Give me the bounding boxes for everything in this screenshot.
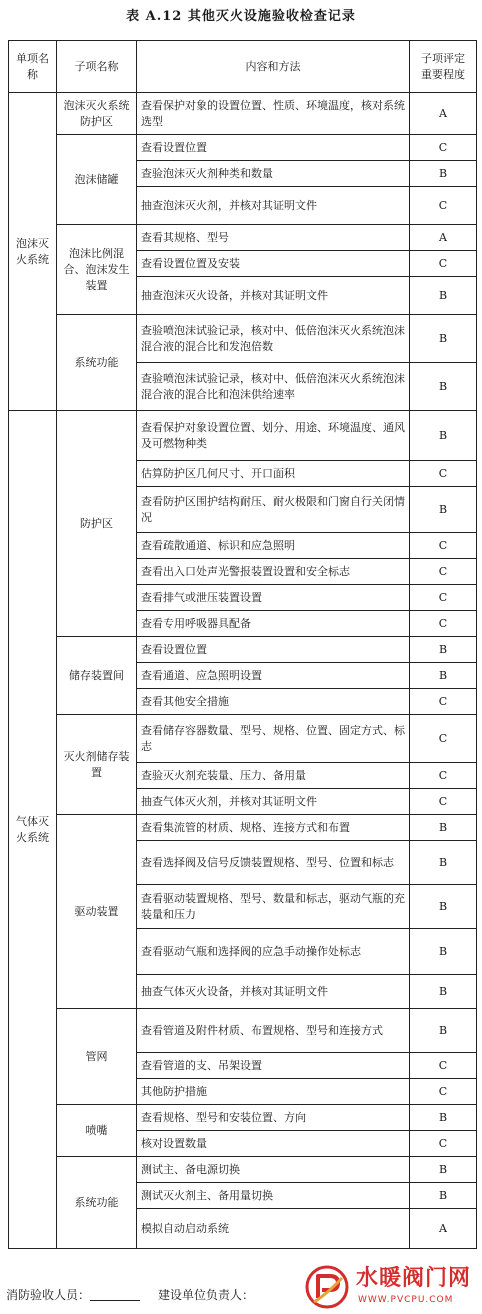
table-row: [9, 93, 477, 135]
grade-cell: B: [410, 487, 477, 533]
header-content: 内容和方法: [137, 41, 410, 93]
content-cell: 抽查气体灭火剂，并核对其证明文件: [137, 789, 410, 815]
page-title: 表 A.12 其他灭火设施验收检查记录: [126, 9, 356, 24]
content-cell: 查看驱动装置规格、型号、数量和标志，驱动气瓶的充装量和压力: [137, 885, 410, 929]
content-cell: 查看出入口处声光警报装置设置和安全标志: [137, 559, 410, 585]
table-row: [9, 135, 477, 161]
content-cell: 查看排气或泄压装置设置: [137, 585, 410, 611]
grade-cell: B: [410, 929, 477, 975]
grade-cell: B: [410, 1009, 477, 1053]
grade-cell: B: [410, 277, 477, 315]
content-cell: 查看规格、型号和安装位置、方向: [137, 1105, 410, 1131]
content-cell: 查验喷泡沫试验记录，核对中、低倍泡沫灭火系统泡沫混合液的混合比和泡沫供给速率: [137, 363, 410, 411]
content-cell: 查看防护区围护结构耐压、耐火极限和门窗自行关闭情况: [137, 487, 410, 533]
grade-cell: C: [410, 1079, 477, 1105]
grade-cell: B: [410, 411, 477, 461]
sub-item: 泡沫灭火系统防护区: [57, 93, 137, 135]
grade-cell: C: [410, 251, 477, 277]
grade-cell: C: [410, 611, 477, 637]
inspector-label: 消防验收人员：: [6, 1288, 91, 1302]
sub-item: 防护区: [57, 411, 137, 637]
table-row: [9, 637, 477, 663]
content-cell: 查看管道及附件材质、布置规格、型号和连接方式: [137, 1009, 410, 1053]
content-cell: 查看通道、应急照明设置: [137, 663, 410, 689]
table-row: [9, 1105, 477, 1131]
grade-cell: C: [410, 585, 477, 611]
grade-cell: B: [410, 161, 477, 187]
content-cell: 模拟自动启动系统: [137, 1209, 410, 1249]
content-cell: 其他防护措施: [137, 1079, 410, 1105]
grade-cell: B: [410, 1105, 477, 1131]
content-cell: 查看保护对象的设置位置、性质、环境温度，核对系统选型: [137, 93, 410, 135]
grade-cell: B: [410, 637, 477, 663]
table-row: [9, 815, 477, 841]
content-cell: 抽查气体灭火设备，并核对其证明文件: [137, 975, 410, 1009]
grade-cell: C: [410, 559, 477, 585]
grade-cell: A: [410, 93, 477, 135]
content-cell: 查看设置位置及安装: [137, 251, 410, 277]
sub-item: 储存装置间: [57, 637, 137, 715]
grade-cell: C: [410, 1053, 477, 1079]
table-row: [9, 1009, 477, 1053]
sub-item: 灭火剂储存装置: [57, 715, 137, 815]
table-row: [9, 1157, 477, 1183]
sub-item: 管网: [57, 1009, 137, 1105]
content-cell: 查看设置位置: [137, 135, 410, 161]
grade-cell: B: [410, 885, 477, 929]
content-cell: 查看驱动气瓶和选择阀的应急手动操作处标志: [137, 929, 410, 975]
sub-item: 泡沫储罐: [57, 135, 137, 225]
table-row: [9, 411, 477, 461]
content-cell: 查看储存容器数量、型号、规格、位置、固定方式、标志: [137, 715, 410, 763]
table-row: [9, 225, 477, 251]
grade-cell: B: [410, 1183, 477, 1209]
grade-cell: C: [410, 533, 477, 559]
sub-item: 系统功能: [57, 1157, 137, 1249]
grade-cell: C: [410, 789, 477, 815]
content-cell: 查看集流管的材质、规格、连接方式和布置: [137, 815, 410, 841]
content-cell: 抽查泡沫灭火设备，并核对其证明文件: [137, 277, 410, 315]
content-cell: 测试主、备电源切换: [137, 1157, 410, 1183]
content-cell: 查验泡沫灭火剂种类和数量: [137, 161, 410, 187]
table-row: [9, 715, 477, 763]
grade-cell: B: [410, 815, 477, 841]
grade-cell: B: [410, 663, 477, 689]
unit-gas: 气体灭火系统: [9, 411, 57, 1249]
content-cell: 抽查泡沫灭火剂，并核对其证明文件: [137, 187, 410, 225]
watermark-url: WWW.PVCPU.COM: [358, 1295, 454, 1305]
header-grade: 子项评定 重要程度: [410, 41, 477, 93]
builder-label: 建设单位负责人：: [158, 1288, 255, 1302]
sub-item: 驱动装置: [57, 815, 137, 1009]
valve-logo-icon: [304, 1264, 350, 1310]
table-row: [9, 315, 477, 363]
content-cell: 查看保护对象设置位置、划分、用途、环境温度、通风及可燃物种类: [137, 411, 410, 461]
inspection-table: [8, 40, 477, 1249]
content-cell: 查验喷泡沫试验记录，核对中、低倍泡沫灭火系统泡沫混合液的混合比和发泡倍数: [137, 315, 410, 363]
grade-cell: C: [410, 715, 477, 763]
signature-footer: [6, 1283, 306, 1307]
grade-cell: B: [410, 363, 477, 411]
grade-cell: B: [410, 1157, 477, 1183]
grade-cell: C: [410, 187, 477, 225]
header-unit: 单项名称: [9, 41, 57, 93]
grade-cell: C: [410, 689, 477, 715]
content-cell: 查看疏散通道、标识和应急照明: [137, 533, 410, 559]
grade-cell: B: [410, 315, 477, 363]
content-cell: 查看其他安全措施: [137, 689, 410, 715]
header-sub: 子项名称: [57, 41, 137, 93]
grade-cell: C: [410, 461, 477, 487]
sub-item: 喷嘴: [57, 1105, 137, 1157]
grade-cell: C: [410, 1131, 477, 1157]
content-cell: 估算防护区几何尺寸、开口面积: [137, 461, 410, 487]
content-cell: 查看管道的支、吊架设置: [137, 1053, 410, 1079]
sub-item: 泡沫比例混合、泡沫发生装置: [57, 225, 137, 315]
content-cell: 查看其规格、型号: [137, 225, 410, 251]
content-cell: 核对设置数量: [137, 1131, 410, 1157]
content-cell: 查看专用呼吸器具配备: [137, 611, 410, 637]
watermark-name: 水暖阀门网: [356, 1266, 472, 1291]
grade-cell: C: [410, 135, 477, 161]
table-header-row: [9, 41, 477, 93]
grade-cell: B: [410, 841, 477, 885]
unit-foam: 泡沫灭火系统: [9, 93, 57, 411]
grade-cell: B: [410, 975, 477, 1009]
watermark-logo: [302, 1262, 480, 1312]
sub-item: 系统功能: [57, 315, 137, 411]
grade-cell: A: [410, 1209, 477, 1249]
content-cell: 查看设置位置: [137, 637, 410, 663]
grade-cell: A: [410, 225, 477, 251]
content-cell: 查验灭火剂充装量、压力、备用量: [137, 763, 410, 789]
content-cell: 查看选择阀及信号反馈装置规格、型号、位置和标志: [137, 841, 410, 885]
content-cell: 测试灭火剂主、备用量切换: [137, 1183, 410, 1209]
grade-cell: C: [410, 763, 477, 789]
inspector-signature-line: [90, 1286, 140, 1301]
